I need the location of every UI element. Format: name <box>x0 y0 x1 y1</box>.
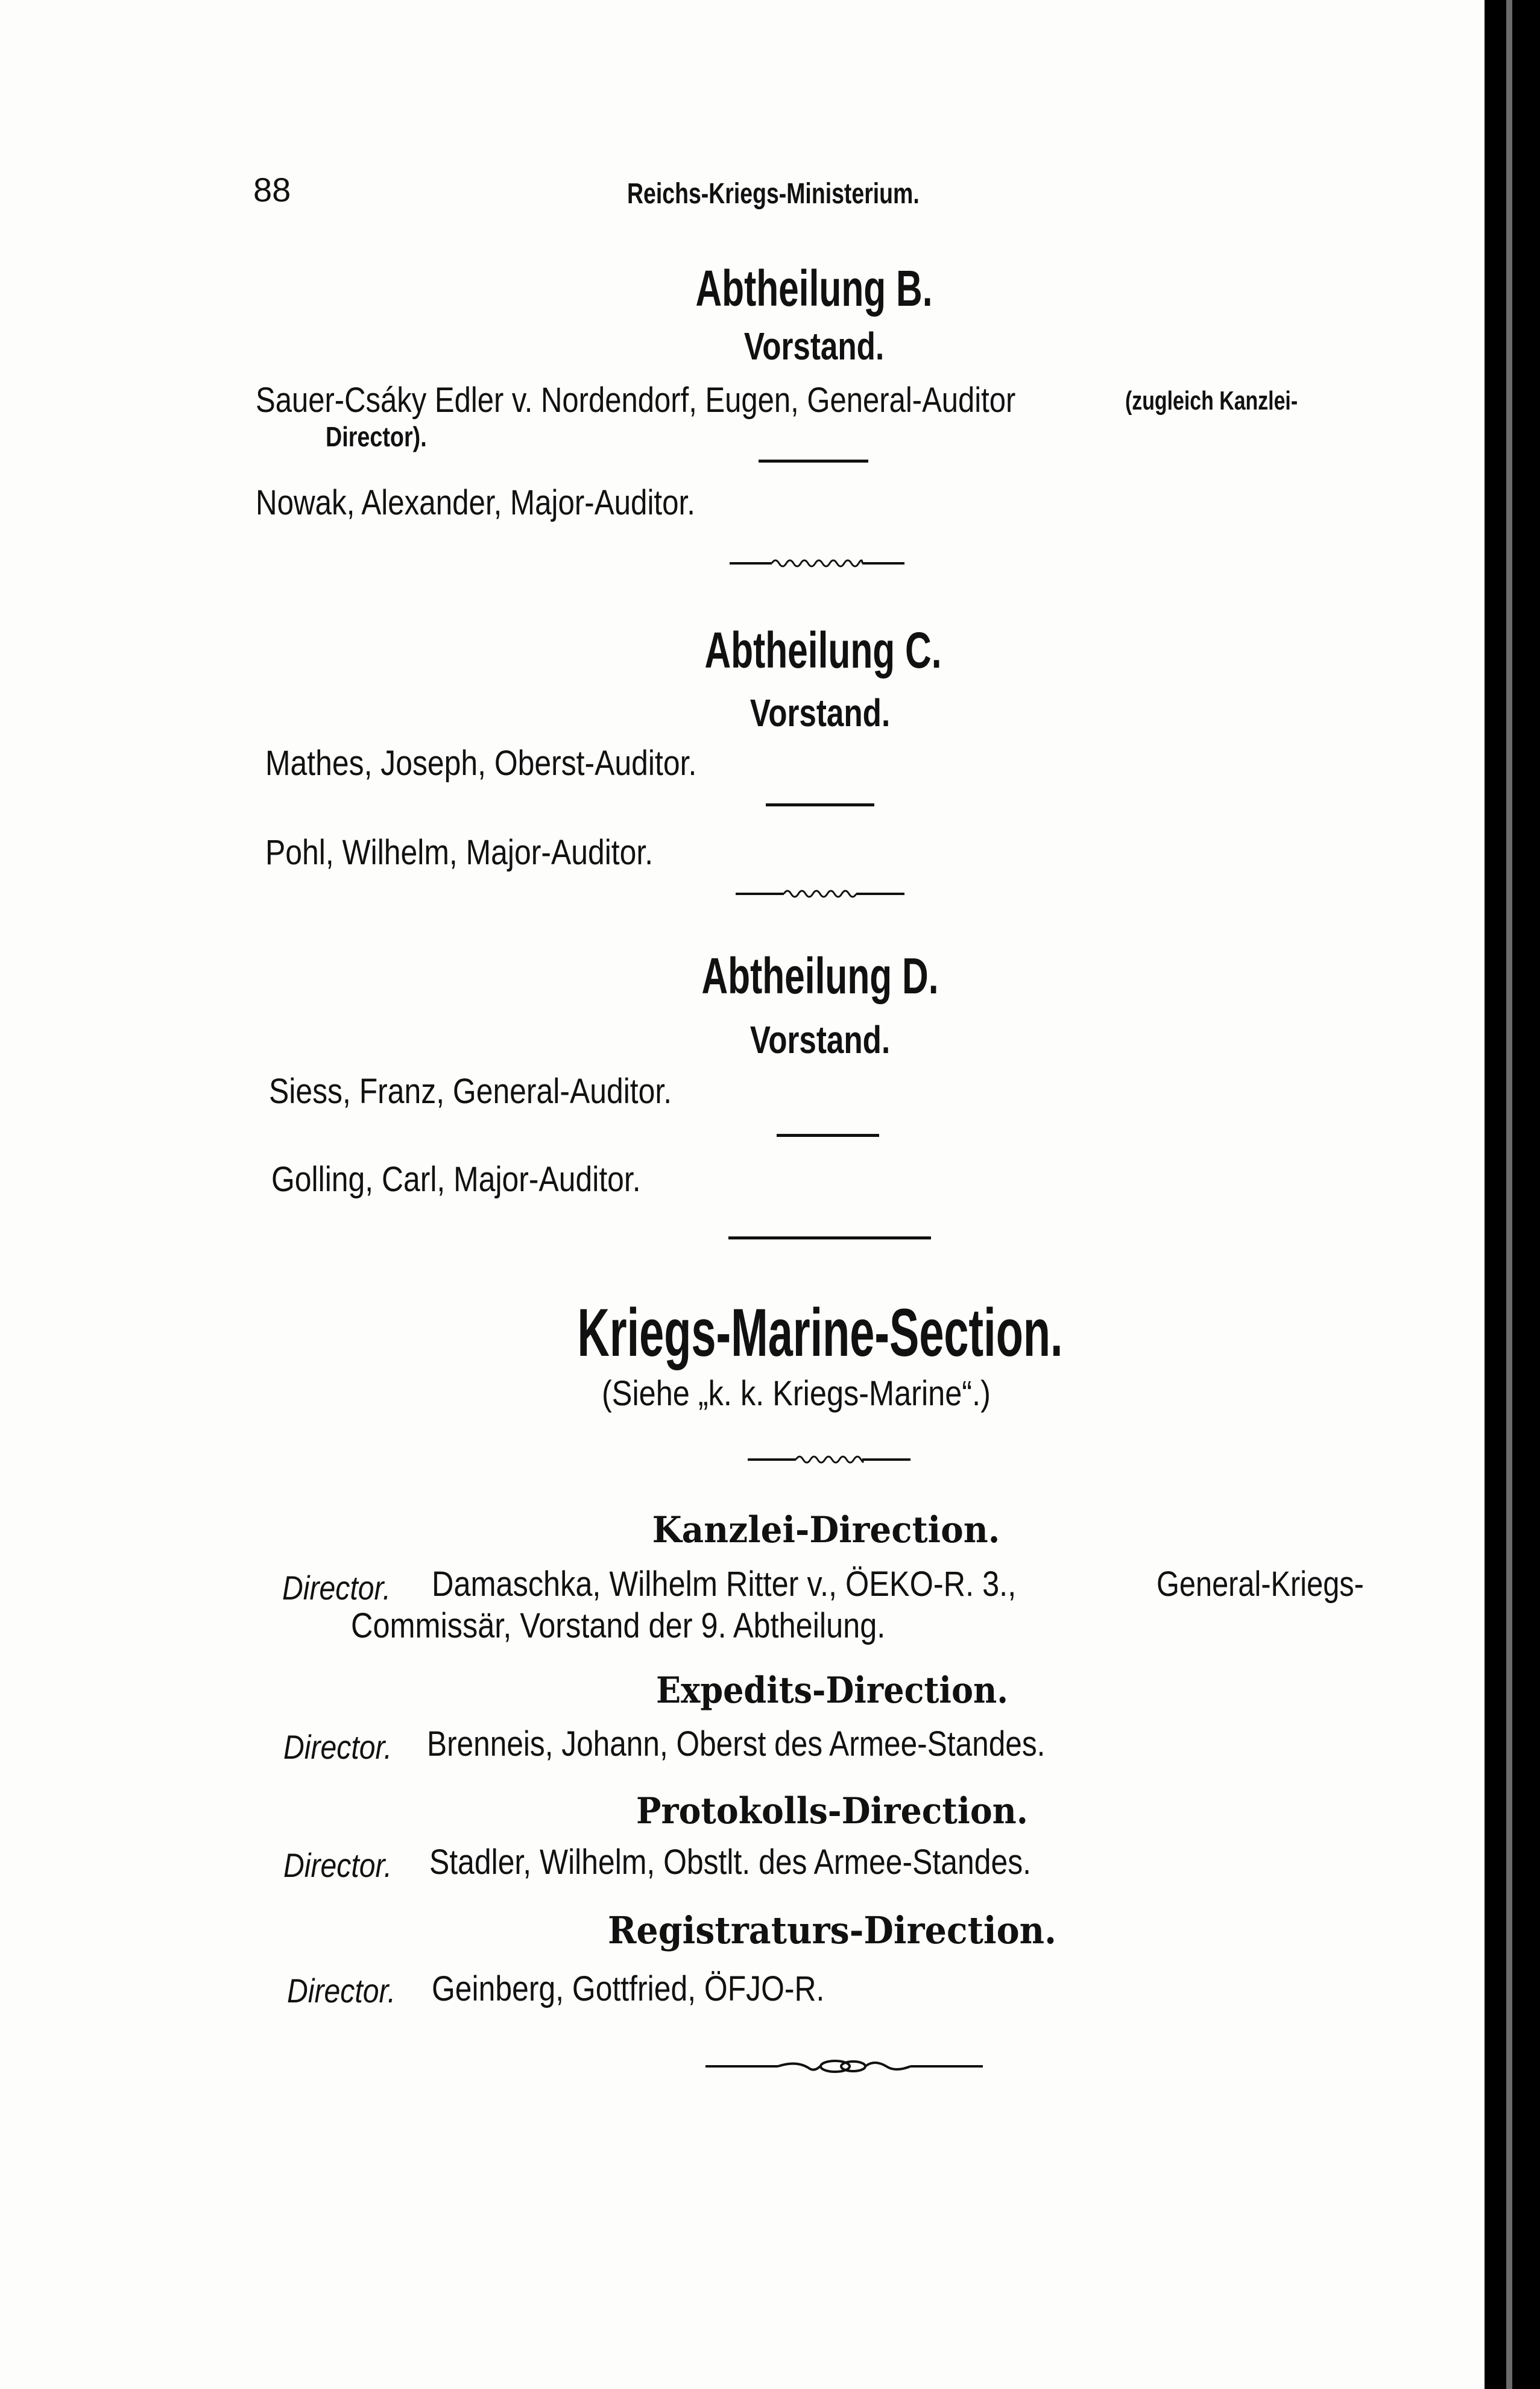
wavy-ornament <box>748 1450 910 1468</box>
expedits-direction-heading: Expedits-Direction. <box>655 1669 1009 1712</box>
abtheilung-b-entry-1: Sauer-Csáky Edler v. Nordendorf, Eugen, General-Auditor <box>256 381 1016 420</box>
abtheilung-d-entry-2: Golling, Carl, Major-Auditor. <box>271 1160 641 1199</box>
section-divider-rule <box>728 1236 931 1239</box>
abtheilung-c-vorstand: Vorstand. <box>749 691 891 735</box>
separator-rule <box>759 460 868 463</box>
book-spine <box>1485 0 1540 2389</box>
registraturs-director-name: Geinberg, Gottfried, ÖFJO-R. <box>432 1969 825 2008</box>
protokolls-direction-heading: Protokolls-Direction. <box>636 1790 1029 1832</box>
abtheilung-b-heading: Abtheilung B. <box>695 260 933 317</box>
abtheilung-c-entry-1: Mathes, Joseph, Oberst-Auditor. <box>265 744 697 783</box>
protokolls-director-label: Director. <box>283 1846 393 1884</box>
abtheilung-b-entry-1-note: (zugleich Kanzlei- <box>1125 386 1298 416</box>
spine-edge <box>1506 0 1512 2389</box>
registraturs-director-label: Director. <box>287 1972 396 2010</box>
expedits-director-name: Brenneis, Johann, Oberst des Armee-Standes. <box>427 1724 1046 1764</box>
kanzlei-director-title: General-Kriegs- <box>1157 1565 1364 1604</box>
marine-section-heading: Kriegs-Marine-Section. <box>577 1295 1063 1370</box>
abtheilung-c-heading: Abtheilung C. <box>704 622 942 679</box>
abtheilung-b-entry-2: Nowak, Alexander, Major-Auditor. <box>256 483 695 522</box>
wavy-ornament <box>736 884 904 902</box>
abtheilung-b-entry-1-cont: Director). <box>326 421 427 452</box>
abtheilung-d-entry-1: Siess, Franz, General-Auditor. <box>269 1072 672 1111</box>
running-head: Reichs-Kriegs-Ministerium. <box>627 178 920 210</box>
kanzlei-director-label: Director. <box>282 1569 391 1607</box>
separator-rule <box>777 1134 879 1137</box>
separator-rule <box>766 803 874 806</box>
protokolls-director-name: Stadler, Wilhelm, Obstlt. des Armee-Standes. <box>429 1843 1032 1882</box>
kanzlei-director-name: Damaschka, Wilhelm Ritter v., ÖEKO-R. 3., <box>432 1565 1017 1604</box>
expedits-director-label: Director. <box>283 1728 393 1766</box>
end-ornament <box>705 2054 983 2078</box>
abtheilung-b-vorstand: Vorstand. <box>743 324 885 368</box>
kanzlei-direction-heading: Kanzlei-Direction. <box>652 1509 1000 1551</box>
page-number: 88 <box>253 171 291 209</box>
abtheilung-d-heading: Abtheilung D. <box>701 948 939 1004</box>
abtheilung-c-entry-2: Pohl, Wilhelm, Major-Auditor. <box>265 833 654 872</box>
wavy-ornament <box>730 554 904 572</box>
marine-section-note: (Siehe „k. k. Kriegs-Marine“.) <box>602 1374 991 1413</box>
registraturs-direction-heading: Registraturs-Direction. <box>608 1908 1056 1952</box>
kanzlei-director-cont: Commissär, Vorstand der 9. Abtheilung. <box>351 1606 886 1645</box>
abtheilung-d-vorstand: Vorstand. <box>749 1018 891 1062</box>
